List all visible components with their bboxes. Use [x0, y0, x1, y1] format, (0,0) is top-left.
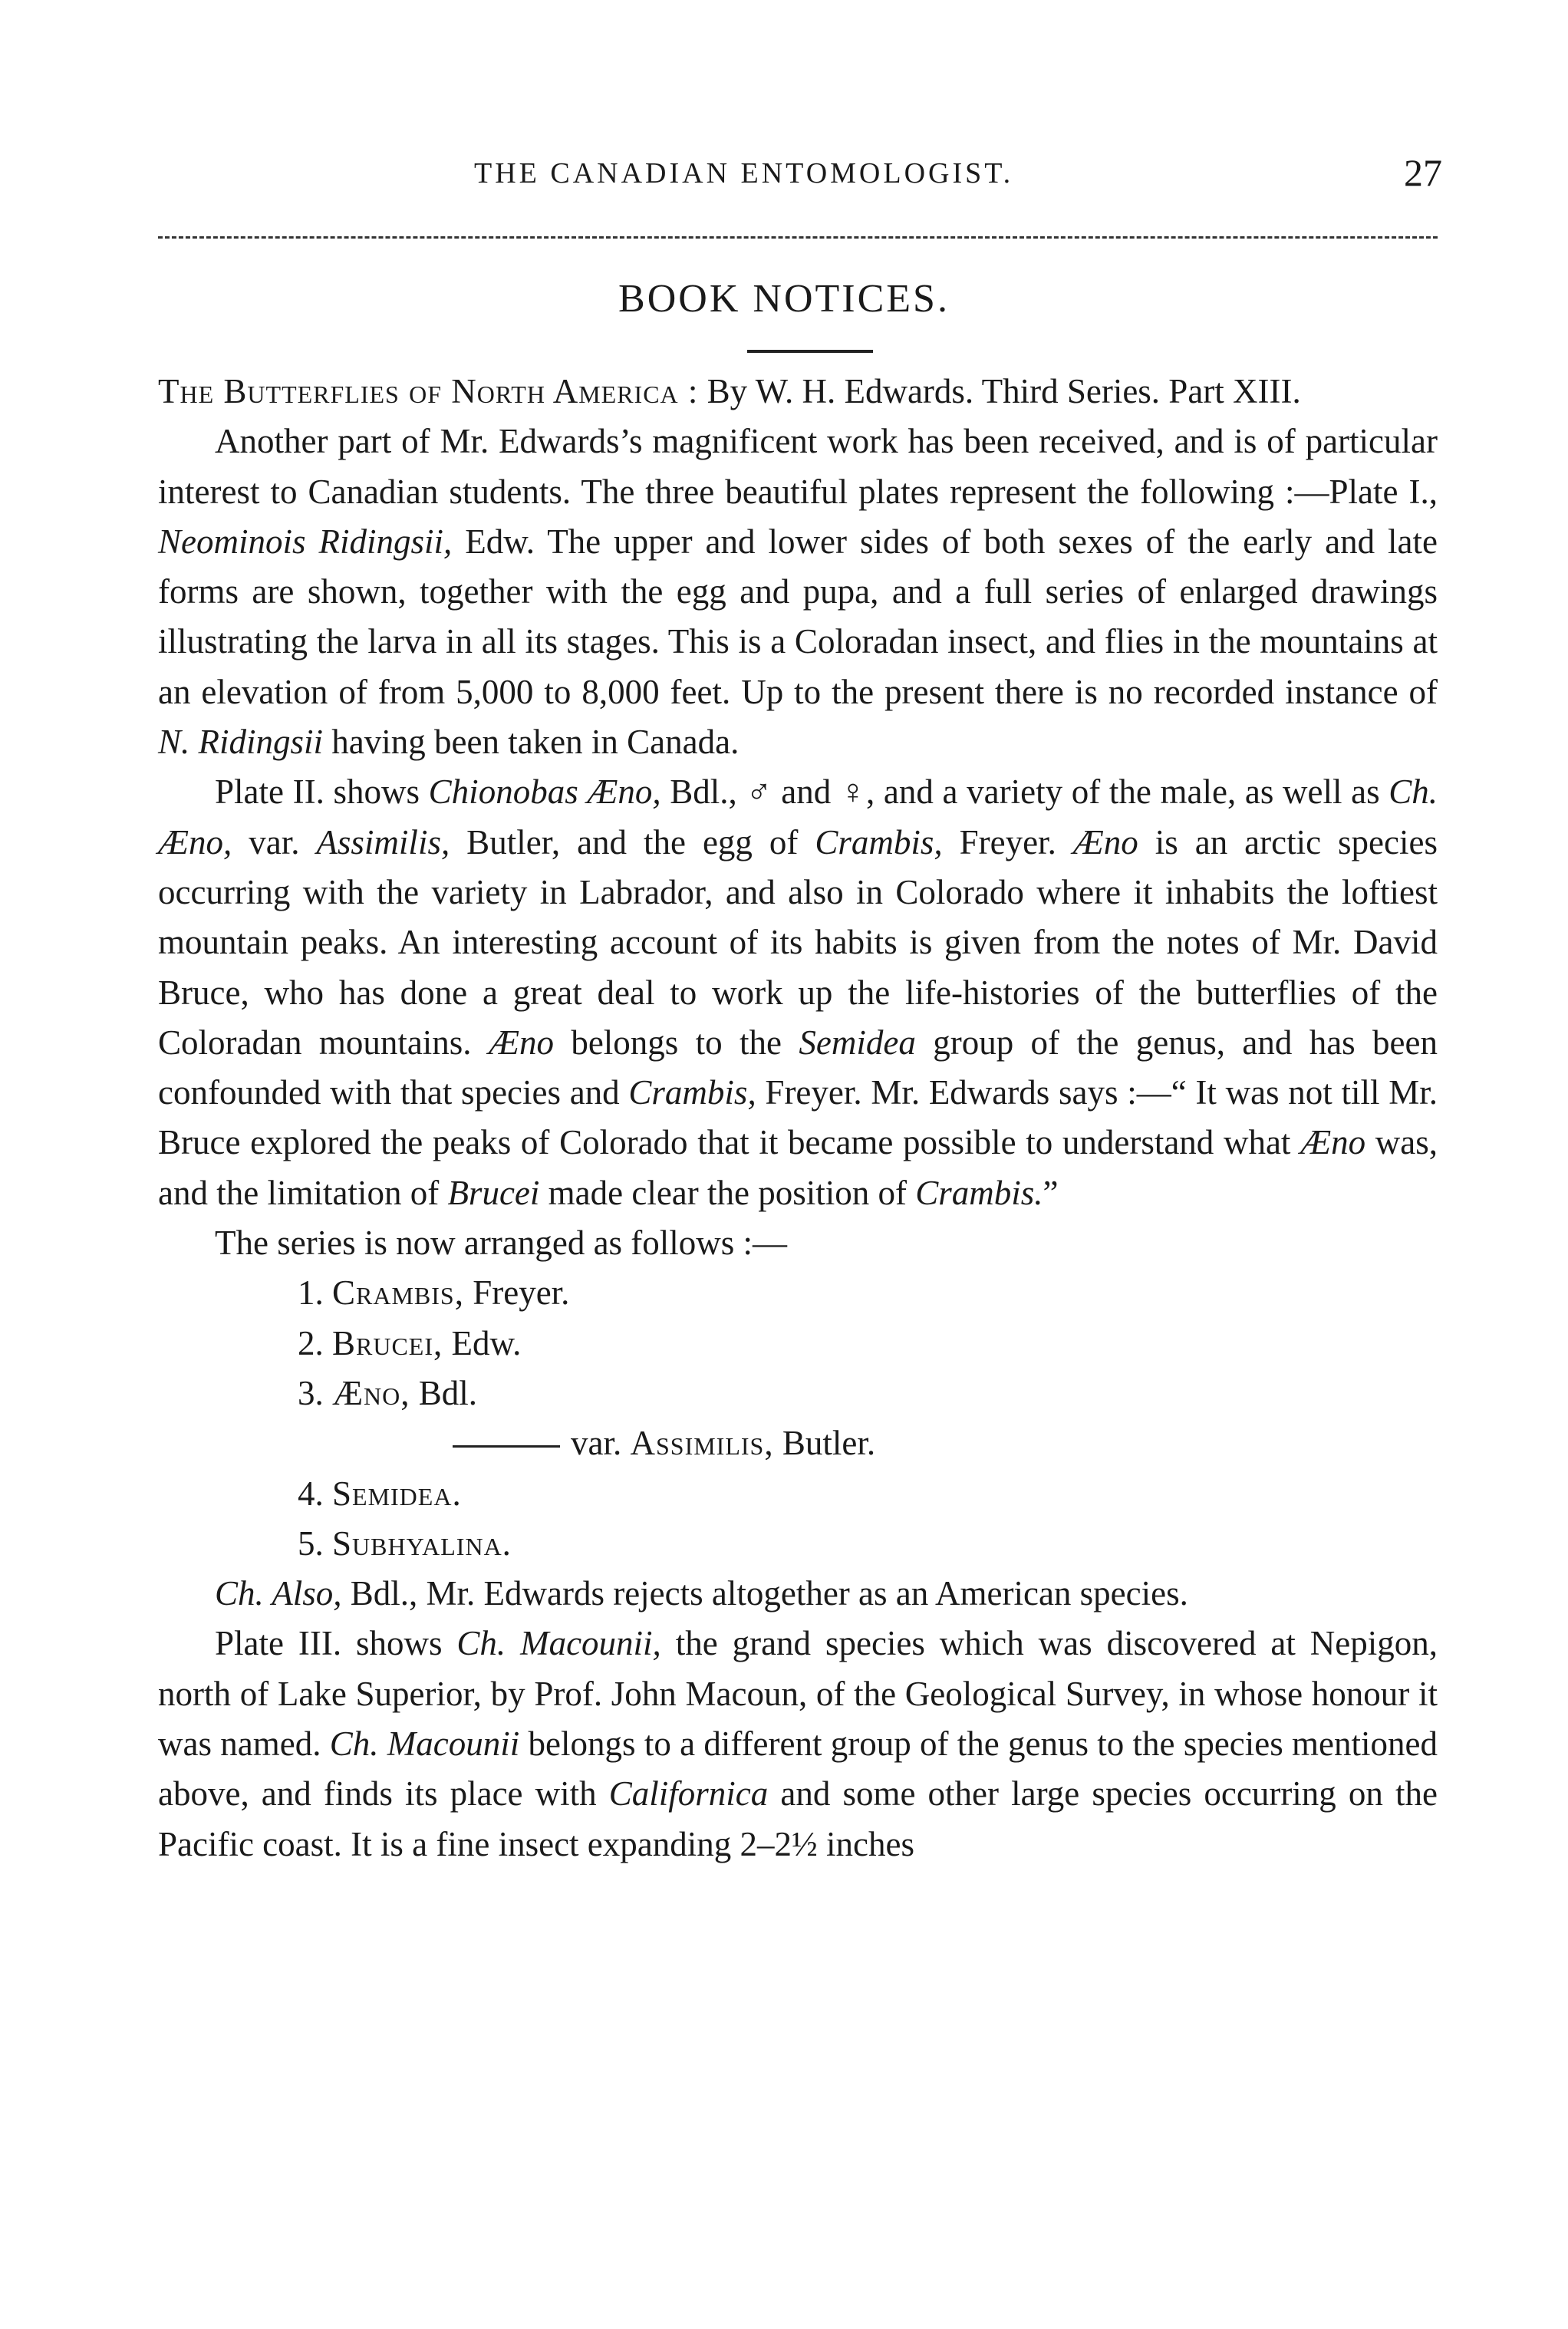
article-body [158, 367, 1438, 1869]
text-run: and some other large species occurring on the Pacific coast. It is a fine insect expanding 2–2½ inches [158, 1774, 1438, 1863]
book-byline: By W. H. Edwards. Third Series. Part XIII. [698, 372, 1301, 410]
list-item-variety [298, 1418, 1438, 1468]
text-run: Plate III. shows [215, 1624, 457, 1663]
text-run: group of the genus, and has been confounded with that species and [158, 1023, 1438, 1112]
species-name: Subhyalina. [332, 1524, 512, 1563]
species-name: Ch. Macounii [329, 1725, 520, 1764]
text-run: the grand species which was discovered at Nepigon, north of Lake Superior, by Prof. John Macoun, of the Geological Survey, in whose honour it was named. [158, 1624, 1438, 1764]
species-name: Ch. Macounii, [456, 1624, 661, 1663]
paragraph-plate-one [158, 417, 1438, 767]
species-name: N. Ridingsii [158, 723, 324, 762]
species-name: Æno [1300, 1123, 1366, 1162]
species-author: Edw. [443, 1323, 522, 1362]
list-item [298, 1319, 1438, 1369]
page-number: 27 [1404, 151, 1442, 194]
list-item [298, 1268, 1438, 1318]
text-run: was, and the limitation of [158, 1123, 1438, 1212]
text-run: belongs to a different group of the genus to the species mentioned above, and finds its place with [158, 1725, 1438, 1813]
text-run: Butler, and the egg of [450, 822, 815, 861]
species-name: Neominois Ridingsii, [158, 522, 453, 561]
species-name: Æno [1072, 822, 1138, 861]
text-run: Freyer. Mr. Edwards says :—“ It was not till Mr. Bruce explored the peaks of Colorado that it became possible to understand what [158, 1073, 1438, 1162]
text-run: Freyer. [942, 822, 1073, 861]
list-item [298, 1369, 1438, 1418]
header-rule [158, 236, 1438, 239]
list-item [298, 1519, 1438, 1569]
text-run: belongs to the [553, 1023, 799, 1062]
list-number: 4. [298, 1474, 324, 1513]
text-run: var. [232, 822, 317, 861]
species-name: Chionobas Æno, [428, 772, 661, 812]
variety-label: var. [571, 1424, 622, 1463]
list-item [298, 1469, 1438, 1519]
species-author: Butler. [773, 1424, 876, 1463]
series-list [158, 1268, 1438, 1569]
species-name: Crambis, [815, 822, 943, 861]
species-name: Crambis. [915, 1173, 1043, 1212]
text-run: Bdl., Mr. Edwards rejects altogether as an American species. [341, 1574, 1188, 1613]
text-run: Edw. The upper and lower sides of both sexes of the early and late forms are shown, together with the egg and pupa, and a full series of enlarged drawings illustrating the larva in all its stages. This is a Coloradan insect, and flies in the mountains at an elevation of from 5,000 to 8,000 feet. Up to the present there is no recorded instance of [158, 522, 1438, 711]
species-name: Brucei [447, 1173, 540, 1212]
text-run: having been taken in Canada. [323, 723, 740, 762]
species-name: Æno, [332, 1373, 410, 1412]
species-name: Semidea. [332, 1474, 462, 1513]
paragraph-also [158, 1569, 1438, 1619]
list-number: 5. [298, 1524, 324, 1563]
notice-heading [158, 367, 1438, 417]
species-name: Crambis, [628, 1073, 756, 1112]
page-header [0, 151, 1568, 210]
text-run: ” [1043, 1173, 1059, 1212]
list-number: 1. [298, 1273, 324, 1313]
paragraph-plate-two [158, 767, 1438, 1218]
text-run: is an arctic species occurring with the variety in Labrador, and also in Colorado where it inhabits the loftiest mountain peaks. An interesting account of its habits is given from the notes of Mr. David Bruce, who has done a great deal to work up the life-histories of the butterflies of the Coloradan mountains. [158, 822, 1438, 1062]
species-author: Freyer. [463, 1273, 570, 1313]
species-name: Crambis, [332, 1273, 464, 1313]
species-name: Ch. Also, [215, 1574, 342, 1613]
list-number: 2. [298, 1323, 324, 1362]
list-number: 3. [298, 1373, 324, 1412]
species-name: Ch. Æno, [158, 772, 1438, 861]
running-title: THE CANADIAN ENTOMOLOGIST. [474, 157, 1014, 189]
species-name: Californica [608, 1774, 769, 1813]
species-name: Brucei, [332, 1323, 443, 1362]
book-title: The Butterflies of North America : [158, 372, 699, 410]
paragraph-series-intro: The series is now arranged as follows :— [215, 1224, 788, 1263]
section-title: BOOK NOTICES. [618, 277, 950, 321]
paragraph-plate-three [158, 1619, 1438, 1869]
text-run: Plate II. shows [215, 772, 429, 812]
ditto-dash [453, 1445, 560, 1448]
species-name: Semidea [799, 1023, 916, 1062]
species-name: Assimilis, [316, 822, 450, 861]
text-run: Bdl., ♂ and ♀, and a variety of the male, as well as [660, 772, 1389, 812]
species-name: Assimilis, [630, 1424, 774, 1463]
title-rule [747, 350, 873, 353]
species-name: Æno [488, 1023, 554, 1062]
text-run: made clear the position of [539, 1173, 916, 1212]
species-author: Bdl. [410, 1373, 478, 1412]
text-run: Another part of Mr. Edwards’s magnificent work has been received, and is of particular interest to Canadian students. The three beautiful plates represent the following :—Plate I., [158, 422, 1438, 511]
